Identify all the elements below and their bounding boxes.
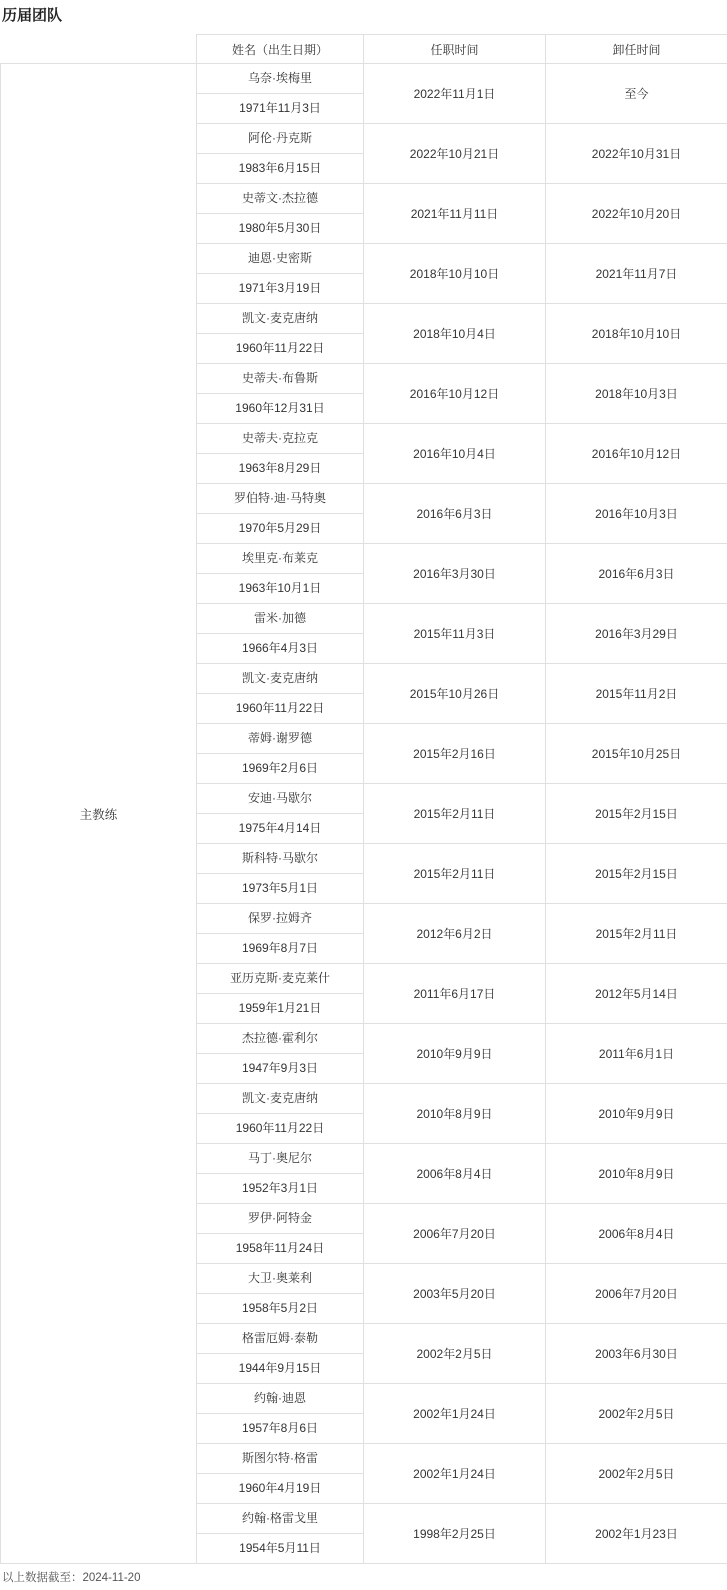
coach-name: 斯科特·马歇尔 <box>197 844 364 874</box>
column-header-role <box>1 35 197 64</box>
appointment-date: 2006年8月4日 <box>364 1144 546 1204</box>
appointment-date: 2022年10月21日 <box>364 124 546 184</box>
coach-birth-date: 1958年11月24日 <box>197 1234 364 1264</box>
coach-name: 史蒂夫·克拉克 <box>197 424 364 454</box>
appointment-date: 2002年2月5日 <box>364 1324 546 1384</box>
departure-date: 2010年9月9日 <box>546 1084 727 1144</box>
coach-birth-date: 1947年9月3日 <box>197 1054 364 1084</box>
departure-date: 2003年6月30日 <box>546 1324 727 1384</box>
column-header-end: 卸任时间 <box>546 35 727 64</box>
appointment-date: 2015年10月26日 <box>364 664 546 724</box>
appointment-date: 2022年11月1日 <box>364 64 546 124</box>
appointment-date: 2015年2月11日 <box>364 784 546 844</box>
coach-name: 史蒂夫·布鲁斯 <box>197 364 364 394</box>
coach-birth-date: 1971年11月3日 <box>197 94 364 124</box>
departure-date: 2002年2月5日 <box>546 1384 727 1444</box>
coach-birth-date: 1969年2月6日 <box>197 754 364 784</box>
coach-name: 约翰·格雷戈里 <box>197 1504 364 1534</box>
departure-date: 2006年7月20日 <box>546 1264 727 1324</box>
coach-name: 雷米·加德 <box>197 604 364 634</box>
departure-date: 2010年8月9日 <box>546 1144 727 1204</box>
appointment-date: 2016年10月12日 <box>364 364 546 424</box>
coach-name: 史蒂文·杰拉德 <box>197 184 364 214</box>
coach-birth-date: 1954年5月11日 <box>197 1534 364 1564</box>
coach-birth-date: 1975年4月14日 <box>197 814 364 844</box>
coach-birth-date: 1980年5月30日 <box>197 214 364 244</box>
coach-name: 亚历克斯·麦克莱什 <box>197 964 364 994</box>
departure-date: 2015年2月15日 <box>546 784 727 844</box>
coach-name: 乌奈·埃梅里 <box>197 64 364 94</box>
departure-date: 2016年6月3日 <box>546 544 727 604</box>
coach-name: 埃里克·布莱克 <box>197 544 364 574</box>
coach-name: 凯文·麦克唐纳 <box>197 304 364 334</box>
role-cell-head-coach: 主教练 <box>1 64 197 1564</box>
appointment-date: 2010年9月9日 <box>364 1024 546 1084</box>
coach-birth-date: 1966年4月3日 <box>197 634 364 664</box>
appointment-date: 2018年10月4日 <box>364 304 546 364</box>
coach-birth-date: 1971年3月19日 <box>197 274 364 304</box>
coach-name: 杰拉德·霍利尔 <box>197 1024 364 1054</box>
appointment-date: 2016年10月4日 <box>364 424 546 484</box>
coach-birth-date: 1969年8月7日 <box>197 934 364 964</box>
departure-date: 2018年10月10日 <box>546 304 727 364</box>
appointment-date: 2021年11月11日 <box>364 184 546 244</box>
coach-name: 约翰·迪恩 <box>197 1384 364 1414</box>
departure-date: 至今 <box>546 64 727 124</box>
coach-name: 安迪·马歇尔 <box>197 784 364 814</box>
coach-name: 凯文·麦克唐纳 <box>197 664 364 694</box>
appointment-date: 2006年7月20日 <box>364 1204 546 1264</box>
departure-date: 2015年11月2日 <box>546 664 727 724</box>
coach-birth-date: 1957年8月6日 <box>197 1414 364 1444</box>
departure-date: 2015年10月25日 <box>546 724 727 784</box>
appointment-date: 2002年1月24日 <box>364 1384 546 1444</box>
appointment-date: 2003年5月20日 <box>364 1264 546 1324</box>
table-body <box>1 64 727 1564</box>
departure-date: 2021年11月7日 <box>546 244 727 304</box>
coach-name: 蒂姆·谢罗德 <box>197 724 364 754</box>
departure-date: 2012年5月14日 <box>546 964 727 1024</box>
departure-date: 2011年6月1日 <box>546 1024 727 1084</box>
appointment-date: 2015年2月11日 <box>364 844 546 904</box>
coach-birth-date: 1960年11月22日 <box>197 1114 364 1144</box>
coach-birth-date: 1944年9月15日 <box>197 1354 364 1384</box>
appointment-date: 2015年11月3日 <box>364 604 546 664</box>
departure-date: 2002年1月23日 <box>546 1504 727 1564</box>
coach-name: 罗伊·阿特金 <box>197 1204 364 1234</box>
departure-date: 2002年2月5日 <box>546 1444 727 1504</box>
departure-date: 2018年10月3日 <box>546 364 727 424</box>
departure-date: 2006年8月4日 <box>546 1204 727 1264</box>
departure-date: 2022年10月20日 <box>546 184 727 244</box>
coach-birth-date: 1963年10月1日 <box>197 574 364 604</box>
coach-birth-date: 1983年6月15日 <box>197 154 364 184</box>
coach-name: 斯图尔特·格雷 <box>197 1444 364 1474</box>
historical-staff-table <box>0 34 727 1564</box>
appointment-date: 2016年3月30日 <box>364 544 546 604</box>
column-header-start: 任职时间 <box>364 35 546 64</box>
departure-date: 2016年10月3日 <box>546 484 727 544</box>
coach-birth-date: 1960年11月22日 <box>197 334 364 364</box>
table-header-row <box>1 35 727 64</box>
coach-birth-date: 1973年5月1日 <box>197 874 364 904</box>
coach-name: 保罗·拉姆齐 <box>197 904 364 934</box>
coach-birth-date: 1952年3月1日 <box>197 1174 364 1204</box>
coach-name: 大卫·奥莱利 <box>197 1264 364 1294</box>
appointment-date: 2012年6月2日 <box>364 904 546 964</box>
coach-birth-date: 1960年12月31日 <box>197 394 364 424</box>
coach-birth-date: 1963年8月29日 <box>197 454 364 484</box>
departure-date: 2016年3月29日 <box>546 604 727 664</box>
departure-date: 2016年10月12日 <box>546 424 727 484</box>
appointment-date: 2010年8月9日 <box>364 1084 546 1144</box>
coach-birth-date: 1958年5月2日 <box>197 1294 364 1324</box>
table-header <box>1 35 727 64</box>
column-header-name: 姓名（出生日期） <box>197 35 364 64</box>
coach-birth-date: 1959年1月21日 <box>197 994 364 1024</box>
appointment-date: 2016年6月3日 <box>364 484 546 544</box>
appointment-date: 2015年2月16日 <box>364 724 546 784</box>
coach-name: 阿伦·丹克斯 <box>197 124 364 154</box>
appointment-date: 2018年10月10日 <box>364 244 546 304</box>
coach-birth-date: 1960年4月19日 <box>197 1474 364 1504</box>
coach-name: 马丁·奥尼尔 <box>197 1144 364 1174</box>
coach-name: 凯文·麦克唐纳 <box>197 1084 364 1114</box>
data-cutoff-note: 以上数据截至：2024-11-20 <box>0 1564 727 1590</box>
departure-date: 2015年2月11日 <box>546 904 727 964</box>
departure-date: 2022年10月31日 <box>546 124 727 184</box>
table-row <box>1 64 727 94</box>
coach-birth-date: 1970年5月29日 <box>197 514 364 544</box>
page-title: 历届团队 <box>0 0 727 34</box>
coach-birth-date: 1960年11月22日 <box>197 694 364 724</box>
appointment-date: 2011年6月17日 <box>364 964 546 1024</box>
coach-name: 格雷厄姆·泰勒 <box>197 1324 364 1354</box>
coach-name: 罗伯特·迪·马特奥 <box>197 484 364 514</box>
appointment-date: 2002年1月24日 <box>364 1444 546 1504</box>
appointment-date: 1998年2月25日 <box>364 1504 546 1564</box>
coach-name: 迪恩·史密斯 <box>197 244 364 274</box>
departure-date: 2015年2月15日 <box>546 844 727 904</box>
